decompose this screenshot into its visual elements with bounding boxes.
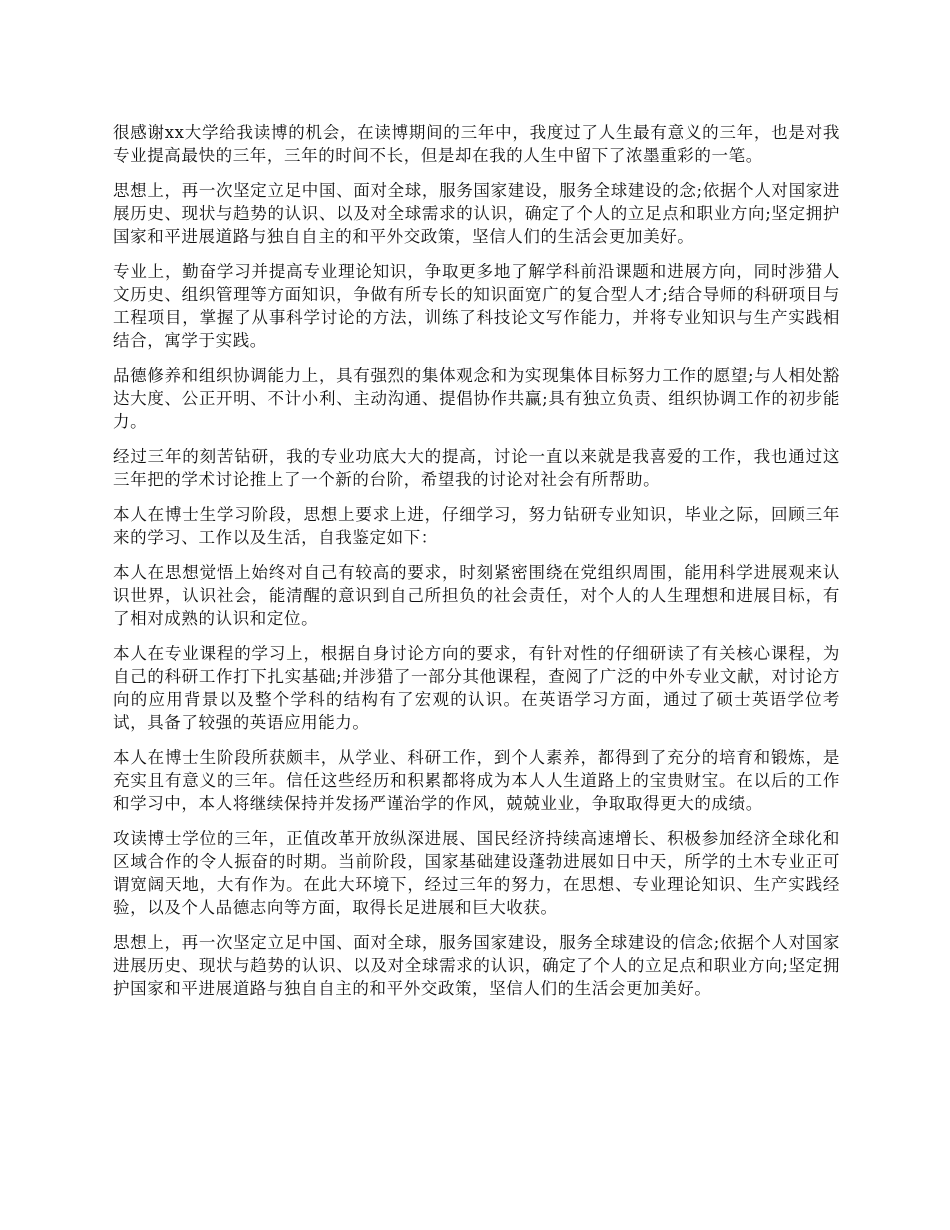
paragraph-10: 攻读博士学位的三年，正值改革开放纵深进展、国民经济持续高速增长、积极参加经济全球化和区域合作的令人振奋的时期。当前阶段，国家基础建设蓬勃进展如日中天，所学的土木专业正可谓宽阔天地，大有作为。在此大环境下，经过三年的努力，在思想、专业理论知识、生产实践经验，以及个人品德志向等方面，取得长足进展和巨大收获。 [113,829,840,917]
paragraph-9: 本人在博士生阶段所获颇丰，从学业、科研工作，到个人素养，都得到了充分的培育和锻炼，是充实且有意义的三年。信任这些经历和积累都将成为本人人生道路上的宝贵财宝。在以后的工作和学习中，本人将继续保持并发扬严谨治学的作风，兢兢业业，争取取得更大的成绩。 [113,748,840,813]
paragraph-1: 很感谢xx大学给我读博的机会，在读博期间的三年中，我度过了人生最有意义的三年，也是对我专业提高最快的三年，三年的时间不长，但是却在我的人生中留下了浓墨重彩的一笔。 [113,123,840,165]
paragraph-11: 思想上，再一次坚定立足中国、面对全球，服务国家建设，服务全球建设的信念;依据个人对国家进展历史、现状与趋势的认识、以及对全球需求的认识，确定了个人的立足点和职业方向;坚定拥护国家和平进展道路与独自自主的和平外交政策，坚信人们的生活会更加美好。 [113,933,840,998]
document-body [113,121,840,1012]
paragraph-3: 专业上，勤奋学习并提高专业理论知识，争取更多地了解学科前沿课题和进展方向，同时涉猎人文历史、组织管理等方面知识，争做有所专长的知识面宽广的复合型人才;结合导师的科研项目与工程项目，掌握了从事科学讨论的方法，训练了科技论文写作能力，并将专业知识与生产实践相结合，寓学于实践。 [113,262,840,350]
paragraph-4: 品德修养和组织协调能力上，具有强烈的集体观念和为实现集体目标努力工作的愿望;与人相处豁达大度、公正开明、不计小利、主动沟通、提倡协作共赢;具有独立负责、组织协调工作的初步能力。 [113,366,840,431]
paragraph-7: 本人在思想觉悟上始终对自己有较高的要求，时刻紧密围绕在党组织周围，能用科学进展观来认识世界，认识社会，能清醒的意识到自己所担负的社会责任，对个人的人生理想和进展目标，有了相对成熟的认识和定位。 [113,563,840,628]
paragraph-8: 本人在专业课程的学习上，根据自身讨论方向的要求，有针对性的仔细研读了有关核心课程，为自己的科研工作打下扎实基础;并涉猎了一部分其他课程，查阅了广泛的中外专业文献，对讨论方向的应用背景以及整个学科的结构有了宏观的认识。在英语学习方面，通过了硕士英语学位考试，具备了较强的英语应用能力。 [113,644,840,732]
paragraph-5: 经过三年的刻苦钻研，我的专业功底大大的提高，讨论一直以来就是我喜爱的工作，我也通过这三年把的学术讨论推上了一个新的台阶，希望我的讨论对社会有所帮助。 [113,447,840,489]
paragraph-2: 思想上，再一次坚定立足中国、面对全球，服务国家建设，服务全球建设的念;依据个人对国家进展历史、现状与趋势的认识、以及对全球需求的认识，确定了个人的立足点和职业方向;坚定拥护国家和平进展道路与独自自主的和平外交政策，坚信人们的生活会更加美好。 [113,181,840,246]
paragraph-6: 本人在博士生学习阶段，思想上要求上进，仔细学习，努力钻研专业知识，毕业之际，回顾三年来的学习、工作以及生活，自我鉴定如下： [113,505,840,547]
